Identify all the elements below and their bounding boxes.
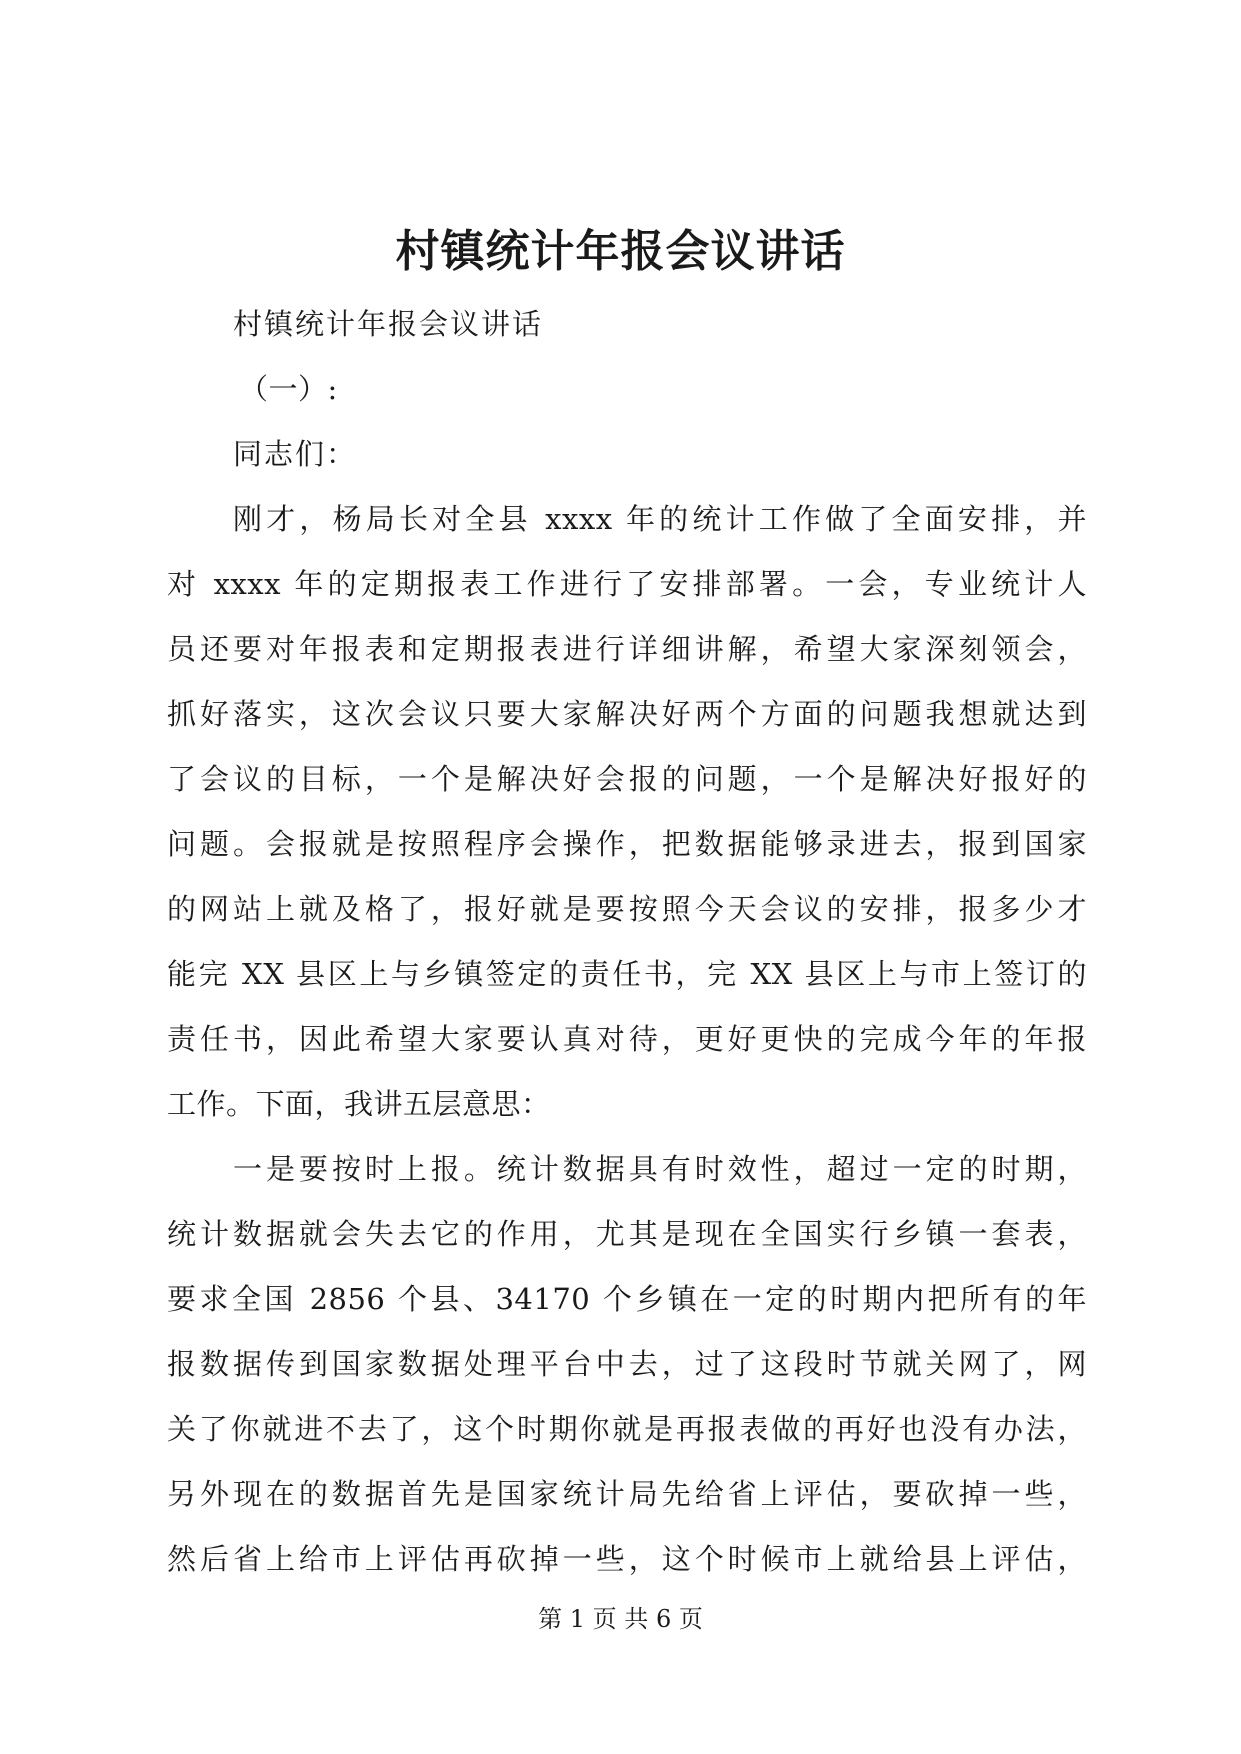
paragraph-line: 工作。下面，我讲五层意思： <box>167 1087 551 1121</box>
paragraph-line: 关了你就进不去了，这个时期你就是再报表做的再好也没有办法， <box>167 1412 1087 1446</box>
paragraph-line: 统计数据就会失去它的作用，尤其是现在全国实行乡镇一套表， <box>167 1217 1087 1251</box>
paragraph-line: 问题。会报就是按照程序会操作，把数据能够录进去，报到国家 <box>167 827 1087 861</box>
paragraph-line: 员还要对年报表和定期报表进行详细讲解，希望大家深刻领会， <box>167 632 1087 666</box>
paragraph-line: 刚才，杨局长对全县 xxxx 年的统计工作做了全面安排，并 <box>233 502 1087 536</box>
document-body <box>167 292 1087 1592</box>
document-subtitle: 村镇统计年报会议讲话 <box>233 307 544 341</box>
paragraph-line: 另外现在的数据首先是国家统计局先给省上评估，要砍掉一些， <box>167 1477 1087 1511</box>
paragraph-line: 一是要按时上报。统计数据具有时效性，超过一定的时期， <box>233 1152 1087 1186</box>
page-footer: 第 1 页 共 6 页 <box>538 1605 703 1633</box>
paragraphs-container <box>167 487 1087 1592</box>
salutation: 同志们： <box>233 437 358 471</box>
paragraph-line: 能完 XX 县区上与乡镇签定的责任书，完 XX 县区上与市上签订的 <box>167 957 1087 991</box>
section-label: （一）: <box>239 372 338 406</box>
paragraph-line: 对 xxxx 年的定期报表工作进行了安排部署。一会，专业统计人 <box>167 567 1087 601</box>
document-title: 村镇统计年报会议讲话 <box>395 226 846 277</box>
paragraph-line: 要求全国 2856 个县、34170 个乡镇在一定的时期内把所有的年 <box>167 1282 1087 1316</box>
paragraph-line: 责任书，因此希望大家要认真对待，更好更快的完成今年的年报 <box>167 1022 1087 1056</box>
paragraph-line: 报数据传到国家数据处理平台中去，过了这段时节就关网了，网 <box>167 1347 1087 1381</box>
paragraph-line: 了会议的目标，一个是解决好会报的问题，一个是解决好报好的 <box>167 762 1087 796</box>
paragraph-line: 抓好落实，这次会议只要大家解决好两个方面的问题我想就达到 <box>167 697 1087 731</box>
paragraph-line: 然后省上给市上评估再砍掉一些，这个时候市上就给县上评估， <box>167 1542 1087 1576</box>
paragraph-line: 的网站上就及格了，报好就是要按照今天会议的安排，报多少才 <box>167 892 1087 926</box>
